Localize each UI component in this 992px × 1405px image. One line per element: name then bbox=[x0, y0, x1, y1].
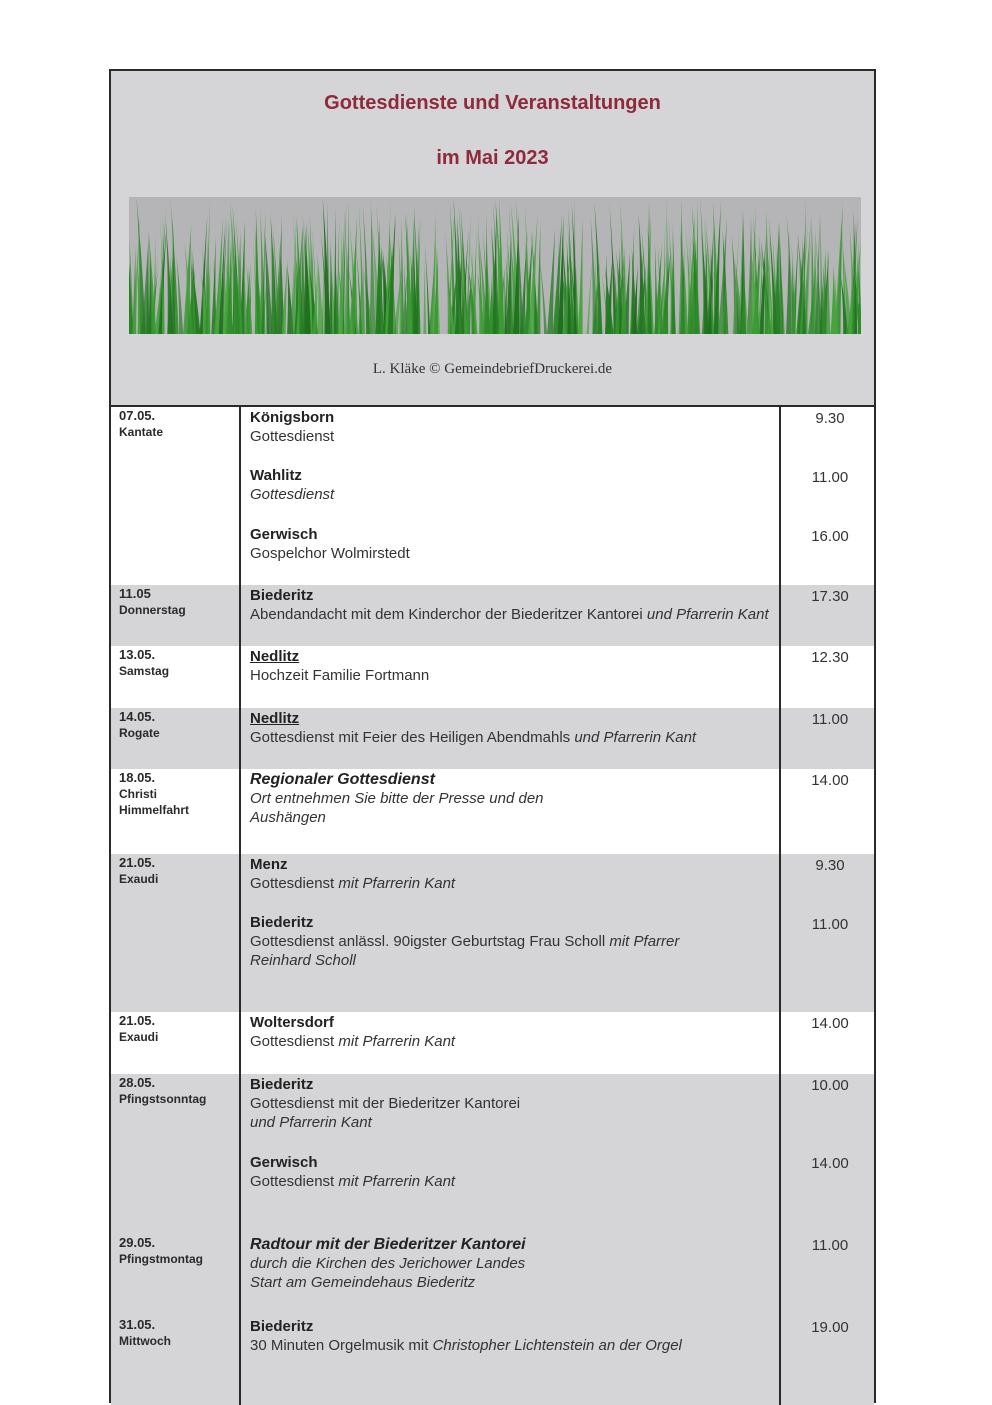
event-desc: Gottesdienst mit Feier des Heiligen Abendmahls und Pfarrerin Kant bbox=[250, 729, 697, 746]
event-item bbox=[250, 408, 770, 446]
event-item bbox=[250, 586, 770, 624]
event-desc: Start am Gemeindehaus Biederitz bbox=[250, 1274, 476, 1291]
event-desc: Gottesdienst mit Pfarrerin Kant bbox=[250, 1173, 456, 1190]
event-desc: Abendandacht mit dem Kinderchor der Biederitzer Kantorei und Pfarrerin Kant bbox=[250, 606, 769, 623]
event-desc: Gottesdienst bbox=[250, 428, 335, 445]
event-place: Gerwisch bbox=[250, 526, 318, 543]
event-time: 14.00 bbox=[811, 1015, 849, 1032]
event-item bbox=[250, 466, 770, 504]
event-time: 11.00 bbox=[811, 1237, 849, 1254]
event-desc: Gottesdienst mit Pfarrerin Kant bbox=[250, 1033, 456, 1050]
event-place: Radtour mit der Biederitzer Kantorei bbox=[250, 1236, 526, 1253]
event-time: 9.30 bbox=[815, 857, 845, 874]
event-desc: Ort entnehmen Sie bitte der Presse und den bbox=[250, 790, 544, 807]
event-row-2105b bbox=[111, 1012, 874, 1076]
event-row-3105 bbox=[111, 1316, 874, 1405]
event-place: Regionaler Gottesdienst bbox=[250, 771, 435, 788]
event-item bbox=[250, 1013, 770, 1051]
event-time: 19.00 bbox=[811, 1319, 849, 1336]
event-date: 18.05. bbox=[119, 770, 156, 785]
image-credit: L. Kläke © GemeindebriefDruckerei.de bbox=[372, 361, 613, 377]
event-place: Biederitz bbox=[250, 914, 314, 931]
event-place: Königsborn bbox=[250, 409, 335, 426]
event-row-1105 bbox=[111, 585, 874, 648]
event-time: 14.00 bbox=[811, 772, 849, 789]
event-day: Mittwoch bbox=[119, 1334, 171, 1348]
event-day: Exaudi bbox=[119, 872, 159, 886]
event-place: Biederitz bbox=[250, 1318, 314, 1335]
event-desc: durch die Kirchen des Jerichower Landes bbox=[250, 1255, 526, 1272]
event-place: Wahlitz bbox=[250, 467, 302, 484]
event-row-2105a bbox=[111, 854, 874, 1014]
schedule-sheet bbox=[109, 69, 876, 1403]
event-date: 21.05. bbox=[119, 855, 156, 870]
event-desc: Aushängen bbox=[250, 809, 326, 826]
event-time: 11.00 bbox=[811, 469, 849, 486]
event-day: Christi Himmelfahrt bbox=[119, 787, 190, 817]
event-day: Donnerstag bbox=[119, 603, 186, 617]
event-row-2805 bbox=[111, 1074, 874, 1236]
event-place: Woltersdorf bbox=[250, 1014, 334, 1031]
event-place: Menz bbox=[250, 856, 288, 873]
event-date: 31.05. bbox=[119, 1317, 156, 1332]
event-time: 12.30 bbox=[811, 649, 849, 666]
event-row-1305 bbox=[111, 646, 874, 710]
event-row-1805 bbox=[111, 769, 874, 856]
event-item bbox=[250, 913, 770, 970]
event-day: Pfingstmontag bbox=[119, 1252, 203, 1266]
event-row-1405 bbox=[111, 708, 874, 771]
event-place: Nedlitz bbox=[250, 710, 300, 727]
grass-illustration bbox=[129, 197, 861, 334]
event-date: 21.05. bbox=[119, 1013, 156, 1028]
event-time: 11.00 bbox=[811, 711, 849, 728]
event-row-0705 bbox=[111, 407, 874, 587]
event-item bbox=[250, 709, 770, 747]
event-item bbox=[250, 1235, 770, 1292]
event-desc: Gottesdienst mit Pfarrerin Kant bbox=[250, 875, 456, 892]
event-time: 10.00 bbox=[811, 1077, 849, 1094]
event-desc: und Pfarrerin Kant bbox=[250, 1114, 372, 1131]
page-subtitle: im Mai 2023 bbox=[436, 147, 549, 169]
event-item bbox=[250, 647, 770, 685]
event-item bbox=[250, 1317, 770, 1355]
event-row-2905 bbox=[111, 1234, 874, 1318]
event-item bbox=[250, 770, 770, 827]
event-day: Rogate bbox=[119, 726, 160, 740]
event-time: 11.00 bbox=[811, 916, 849, 933]
event-time: 17.30 bbox=[811, 588, 849, 605]
event-place: Biederitz bbox=[250, 587, 314, 604]
event-date: 14.05. bbox=[119, 709, 156, 724]
event-place: Biederitz bbox=[250, 1076, 314, 1093]
grass-icon bbox=[129, 197, 861, 334]
event-desc: Gospelchor Wolmirstedt bbox=[250, 545, 410, 562]
event-date: 11.05 bbox=[119, 586, 151, 601]
event-item bbox=[250, 1153, 770, 1191]
event-time: 16.00 bbox=[811, 528, 849, 545]
event-desc: Gottesdienst mit der Biederitzer Kantorei bbox=[250, 1095, 521, 1112]
event-desc: Gottesdienst anlässl. 90igster Geburtstag Frau Scholl mit Pfarrer bbox=[250, 933, 680, 950]
event-date: 29.05. bbox=[119, 1235, 156, 1250]
event-day: Kantate bbox=[119, 425, 164, 439]
event-desc: Reinhard Scholl bbox=[250, 952, 356, 969]
event-day: Pfingstsonntag bbox=[119, 1092, 207, 1106]
schedule-header bbox=[111, 71, 874, 407]
event-day: Exaudi bbox=[119, 1030, 159, 1044]
page-title: Gottesdienste und Veranstaltungen bbox=[324, 92, 661, 114]
event-time: 9.30 bbox=[815, 410, 845, 427]
event-time: 14.00 bbox=[811, 1155, 849, 1172]
event-desc: Gottesdienst bbox=[250, 486, 335, 503]
event-date: 13.05. bbox=[119, 647, 156, 662]
event-place: Gerwisch bbox=[250, 1154, 318, 1171]
event-item bbox=[250, 855, 770, 893]
event-item bbox=[250, 1075, 770, 1132]
event-desc: Hochzeit Familie Fortmann bbox=[250, 667, 430, 684]
event-date: 07.05. bbox=[119, 408, 156, 423]
event-place: Nedlitz bbox=[250, 648, 300, 665]
event-date: 28.05. bbox=[119, 1075, 156, 1090]
event-item bbox=[250, 525, 770, 563]
event-day: Samstag bbox=[119, 664, 170, 678]
event-desc: 30 Minuten Orgelmusik mit Christopher Lichtenstein an der Orgel bbox=[250, 1337, 682, 1354]
